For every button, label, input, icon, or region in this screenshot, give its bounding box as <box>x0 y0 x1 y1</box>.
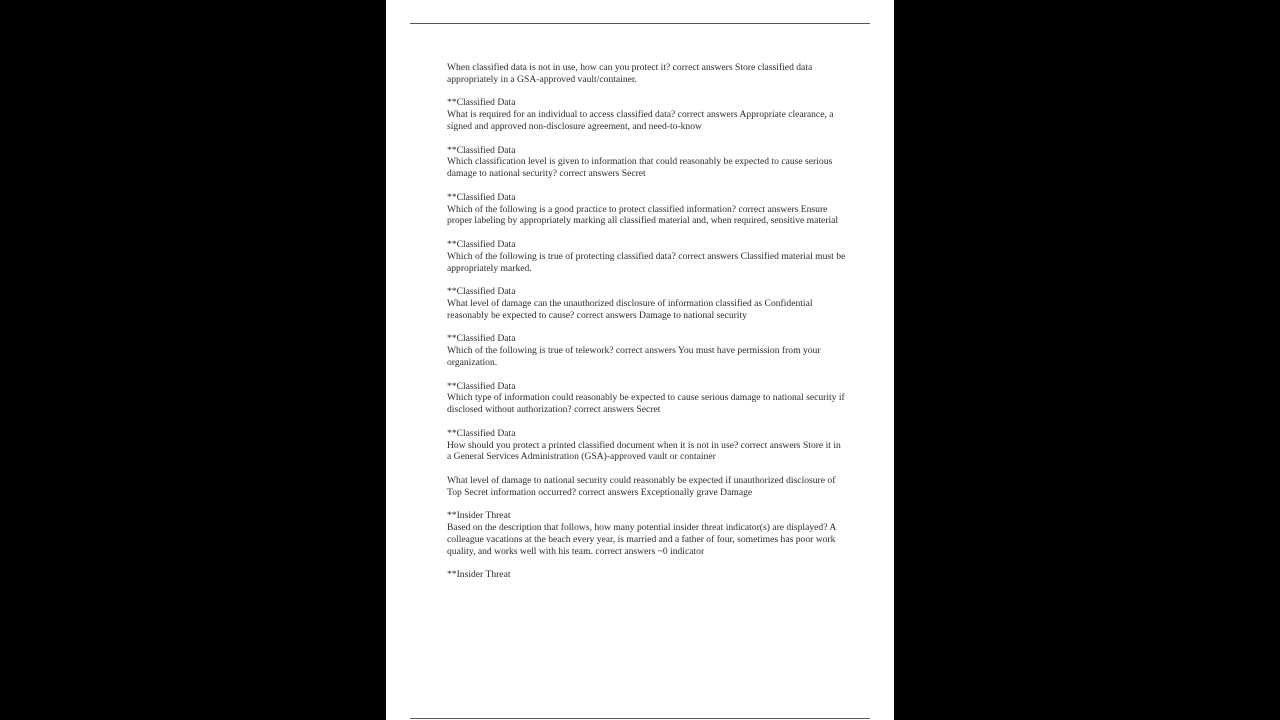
section-heading: **Classified Data <box>447 427 516 439</box>
qa-block <box>447 239 847 274</box>
qa-text: Which of the following is true of telework? correct answers You must have permission from your organization. <box>447 345 821 368</box>
qa-text: Which classification level is given to information that could reasonably be expected to cause serious damage to national security? correct answers Secret <box>447 156 833 180</box>
page-content <box>447 62 847 593</box>
section-heading: **Classified Data <box>447 97 516 109</box>
section-heading: **Insider Threat <box>447 510 511 522</box>
qa-block <box>447 192 847 227</box>
section-heading: **Classified Data <box>447 238 516 250</box>
qa-text: Which of the following is true of protecting classified data? correct answers Classified material must be appropriately marked. <box>447 250 846 274</box>
section-heading: **Classified Data <box>447 333 516 345</box>
qa-block <box>447 97 847 132</box>
section-heading: **Classified Data <box>447 191 516 203</box>
qa-block <box>447 286 847 321</box>
qa-text: What level of damage to national security could reasonably be expected if unauthorized disclosure of Top Secret information occurred? correct answers Exceptionally grave Damage <box>447 474 836 498</box>
qa-block <box>447 428 847 463</box>
qa-block <box>447 569 847 581</box>
qa-text: When classified data is not in use, how can you protect it? correct answers Store classified data appropriately in a GSA-approved vault/container. <box>447 62 813 85</box>
section-heading: **Classified Data <box>447 286 516 298</box>
qa-block <box>447 475 847 499</box>
qa-text: Which type of information could reasonably be expected to cause serious damage to national security if disclosed without authorization? correct answers Secret <box>447 392 845 416</box>
section-heading: **Insider Threat <box>447 569 511 581</box>
footer-rule <box>410 718 870 719</box>
qa-text: What is required for an individual to access classified data? correct answers Appropriate clearance, a signed and approved non-disclosure agreement, and need-to-know <box>447 109 834 132</box>
qa-block <box>447 62 847 86</box>
section-heading: **Classified Data <box>447 144 516 156</box>
qa-text: Which of the following is a good practice to protect classified information? correct answers Ensure proper labeling by appropriately marking all classified material and, when required, sensitive material <box>447 203 839 227</box>
qa-block <box>447 381 847 416</box>
qa-block <box>447 333 847 368</box>
qa-text: How should you protect a printed classified document when it is not in use? correct answers Store it in a General Services Administration (GSA)-approved vault or container <box>447 439 841 463</box>
document-page <box>386 0 894 720</box>
qa-block <box>447 145 847 180</box>
section-heading: **Classified Data <box>447 380 516 392</box>
qa-block <box>447 510 847 557</box>
header-rule <box>410 23 870 24</box>
qa-text: Based on the description that follows, how many potential insider threat indicator(s) are displayed? A colleague vacations at the beach every year, is married and a father of four, sometimes has poor work quality, and works well with his team. correct answers ~0 indicator <box>447 522 836 557</box>
qa-text: What level of damage can the unauthorized disclosure of information classified as Confidential reasonably be expected to cause? correct answers Damage to national security <box>447 297 813 321</box>
